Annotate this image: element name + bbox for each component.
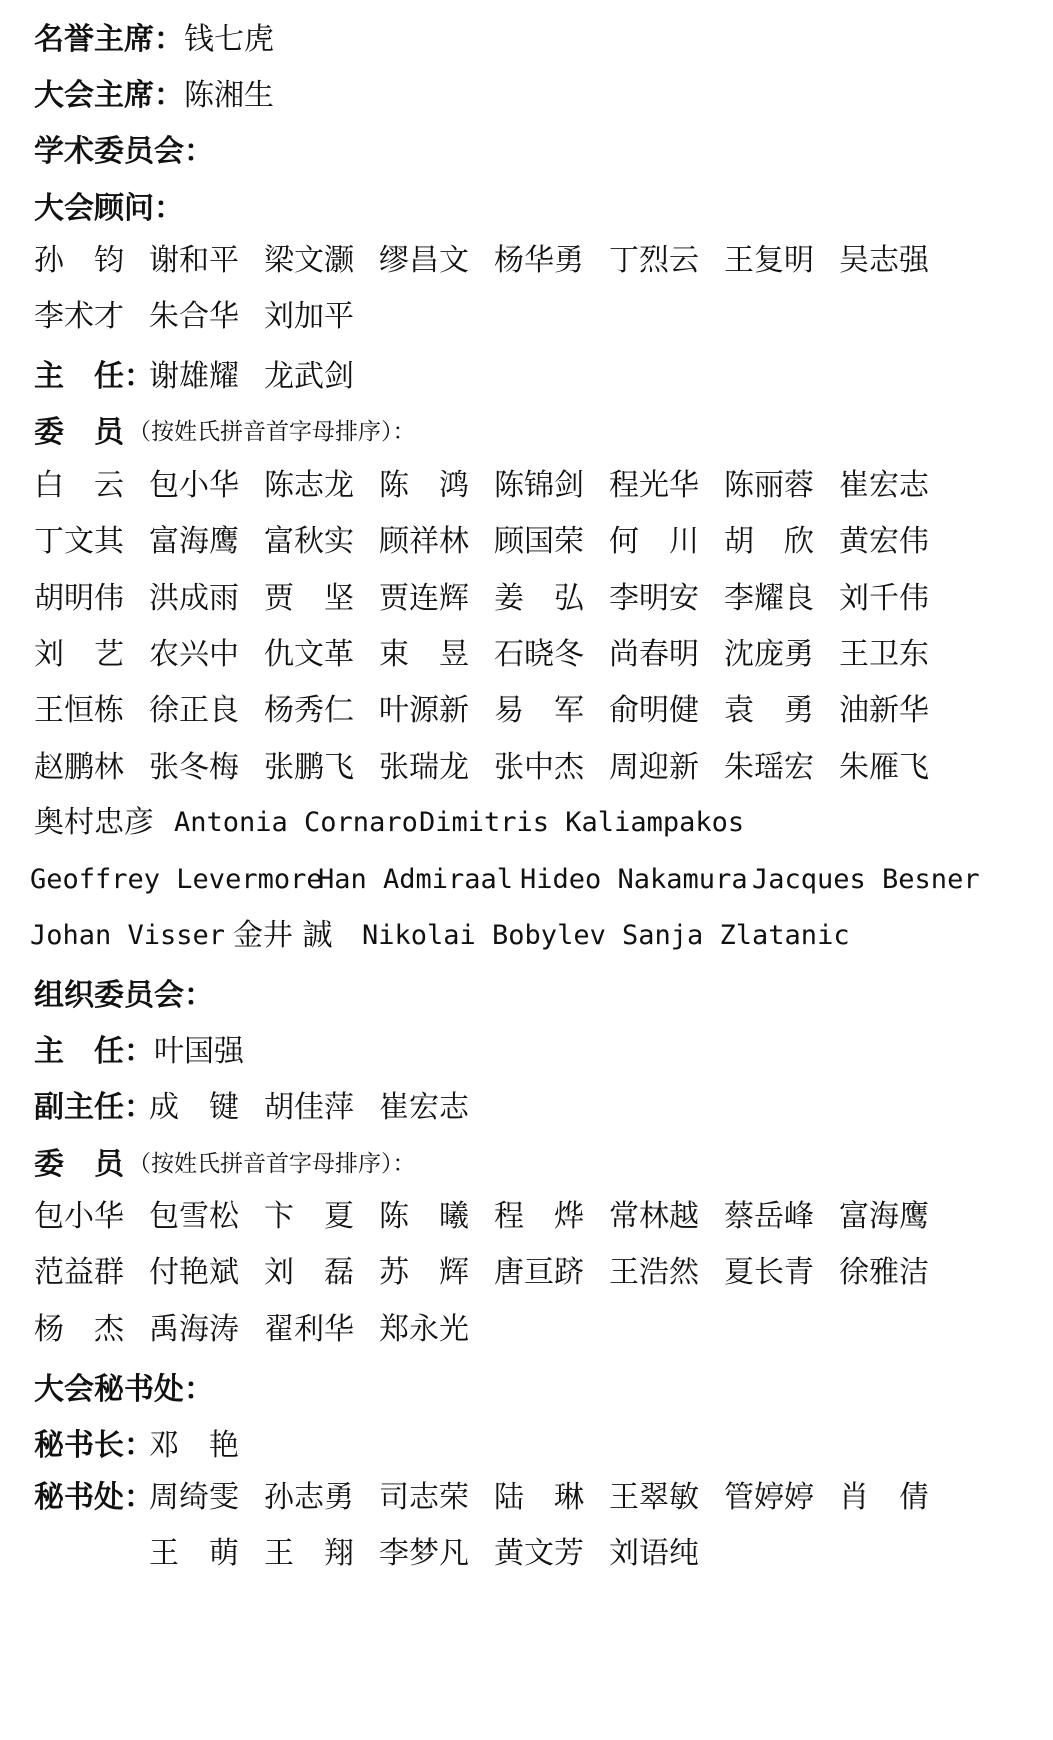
honorary-chair-line xyxy=(34,12,274,60)
academic-member-name: 易 军 xyxy=(494,693,584,729)
secretariat-office-name: 黄文芳 xyxy=(494,1536,584,1571)
academic-member-name: 张冬梅 xyxy=(149,749,239,785)
secretariat-office-label: 秘书处： xyxy=(34,1480,154,1515)
secretariat-office-name: 周绮雯 xyxy=(149,1480,239,1515)
organizing-member-name: 包小华 xyxy=(34,1199,124,1234)
academic-member-name: 包小华 xyxy=(149,468,239,503)
advisor-name: 吴志强 xyxy=(839,243,929,278)
organizing-member-name: 常林越 xyxy=(609,1199,699,1234)
academic-member-name: 刘 艺 xyxy=(34,636,124,672)
advisor-name: 孙 钧 xyxy=(34,243,124,278)
secretary-general-name: 邓 艳 xyxy=(149,1428,239,1463)
intl-member-name: Nikolai Bobylev xyxy=(362,920,606,951)
academic-member-name: 袁 勇 xyxy=(724,693,814,729)
intl-member-name: 金井 誠 xyxy=(233,918,333,953)
secretariat-office-name: 陆 琳 xyxy=(494,1480,584,1515)
academic-member-name: 赵鹏林 xyxy=(34,749,124,785)
academic-member-name: 叶源新 xyxy=(379,693,469,729)
advisor-name: 缪昌文 xyxy=(379,243,469,278)
advisor-name: 谢和平 xyxy=(149,243,239,278)
secretariat-office-name: 李梦凡 xyxy=(379,1536,469,1571)
advisor-name: 朱合华 xyxy=(149,299,239,334)
academic-member-name: 胡明伟 xyxy=(34,580,124,616)
organizing-member-name: 范益群 xyxy=(34,1255,124,1291)
academic-member-name: 富海鹰 xyxy=(149,524,239,560)
academic-member-name: 何 川 xyxy=(609,524,699,560)
organizing-member-name: 付艳斌 xyxy=(149,1255,239,1291)
organizing-member-name: 苏 辉 xyxy=(379,1255,469,1291)
academic-member-name: 崔宏志 xyxy=(839,468,929,503)
academic-member-name: 朱瑶宏 xyxy=(724,749,814,785)
organizing-member-name: 夏长青 xyxy=(724,1255,814,1291)
secretariat-office-name: 管婷婷 xyxy=(724,1480,814,1515)
conference-chair-name: 陈湘生 xyxy=(184,78,274,113)
academic-member-name: 俞明健 xyxy=(609,693,699,729)
organizing-members-heading xyxy=(34,1137,416,1185)
organizing-director-name: 叶国强 xyxy=(154,1034,244,1069)
organizing-member-name: 杨 杰 xyxy=(34,1311,124,1347)
organizing-deputy-name: 成 键 xyxy=(149,1090,239,1125)
academic-member-name: 王恒栋 xyxy=(34,693,124,729)
intl-member-name: Antonia Cornaro xyxy=(174,807,418,838)
organizing-committee-heading: 组织委员会： xyxy=(34,978,214,1013)
academic-member-name: 刘千伟 xyxy=(839,580,929,616)
academic-members-note: （按姓氏拼音首字母排序）： xyxy=(128,418,416,445)
secretariat-heading: 大会秘书处： xyxy=(34,1372,214,1407)
organizing-member-name: 郑永光 xyxy=(379,1311,469,1347)
academic-member-name: 油新华 xyxy=(839,693,929,729)
advisor-name: 刘加平 xyxy=(264,299,354,334)
organizing-member-name: 程 烨 xyxy=(494,1199,584,1234)
secretariat-office-name: 王翠敏 xyxy=(609,1480,699,1515)
academic-member-name: 农兴中 xyxy=(149,636,239,672)
academic-member-name: 顾国荣 xyxy=(494,524,584,560)
advisor-name: 梁文灏 xyxy=(264,243,354,278)
academic-member-name: 李耀良 xyxy=(724,580,814,616)
secretariat-office-name: 王 翔 xyxy=(264,1536,354,1571)
academic-member-name: 贾 坚 xyxy=(264,580,354,616)
academic-member-name: 王卫东 xyxy=(839,636,929,672)
academic-member-name: 尚春明 xyxy=(609,636,699,672)
academic-member-name: 朱雁飞 xyxy=(839,749,929,785)
secretary-general-label: 秘书长： xyxy=(34,1428,154,1463)
organizing-deputy-name: 崔宏志 xyxy=(379,1090,469,1125)
organizing-member-name: 蔡岳峰 xyxy=(724,1199,814,1234)
academic-member-name: 李明安 xyxy=(609,580,699,616)
secretariat-office-name: 王 萌 xyxy=(149,1536,239,1571)
advisor-name: 王复明 xyxy=(724,243,814,278)
organizing-member-name: 唐亘跻 xyxy=(494,1255,584,1291)
academic-member-name: 束 昱 xyxy=(379,636,469,672)
academic-member-name: 陈丽蓉 xyxy=(724,468,814,503)
academic-member-name: 沈庞勇 xyxy=(724,636,814,672)
academic-member-name: 张瑞龙 xyxy=(379,749,469,785)
academic-member-name: 张中杰 xyxy=(494,749,584,785)
academic-member-name: 白 云 xyxy=(34,468,124,503)
academic-director-line xyxy=(34,349,354,397)
academic-member-name: 徐正良 xyxy=(149,693,239,729)
organizing-members-note: （按姓氏拼音首字母排序）： xyxy=(128,1150,416,1177)
organizing-deputy-name: 胡佳萍 xyxy=(264,1090,354,1125)
advisors-heading: 大会顾问： xyxy=(34,191,184,226)
academic-director-label: 主 任： xyxy=(34,359,154,394)
secretariat-office-name: 孙志勇 xyxy=(264,1480,354,1515)
organizing-director-label: 主 任： xyxy=(34,1034,154,1069)
academic-member-name: 富秋实 xyxy=(264,524,354,560)
academic-member-name: 陈 鸿 xyxy=(379,468,469,503)
secretariat-office-name: 肖 倩 xyxy=(839,1480,929,1515)
organizing-member-name: 富海鹰 xyxy=(839,1199,929,1234)
organizing-member-name: 翟利华 xyxy=(264,1311,354,1347)
academic-member-name: 杨秀仁 xyxy=(264,693,354,729)
academic-committee-heading: 学术委员会： xyxy=(34,134,214,169)
secretariat-office-name: 司志荣 xyxy=(379,1480,469,1515)
academic-member-name: 陈锦剑 xyxy=(494,468,584,503)
academic-member-name: 石晓冬 xyxy=(494,636,584,672)
intl-member-name: Johan Visser xyxy=(30,920,226,951)
honorary-chair-name: 钱七虎 xyxy=(184,22,274,57)
academic-member-name: 陈志龙 xyxy=(264,468,354,503)
organizing-director-line xyxy=(34,1024,244,1072)
intl-member-name: Han Admiraal xyxy=(318,864,514,895)
conference-chair-line xyxy=(34,68,274,116)
secretariat-office-name: 刘语纯 xyxy=(609,1536,699,1571)
intl-member-name: Geoffrey Levermore xyxy=(30,864,323,895)
academic-members-label: 委 员 xyxy=(34,415,124,450)
academic-members-heading xyxy=(34,405,416,453)
organizing-member-name: 陈 曦 xyxy=(379,1199,469,1234)
academic-member-name: 姜 弘 xyxy=(494,580,584,616)
academic-member-name: 黄宏伟 xyxy=(839,524,929,560)
academic-member-name: 贾连辉 xyxy=(379,580,469,616)
academic-member-name: 仇文革 xyxy=(264,636,354,672)
academic-member-name: 张鹏飞 xyxy=(264,749,354,785)
organizing-member-name: 刘 磊 xyxy=(264,1255,354,1291)
conference-chair-label: 大会主席： xyxy=(34,78,184,113)
academic-member-name: 周迎新 xyxy=(609,749,699,785)
organizing-deputy-label: 副主任： xyxy=(34,1090,154,1125)
secretary-general-line xyxy=(34,1418,239,1466)
academic-member-name: 顾祥林 xyxy=(379,524,469,560)
organizing-member-name: 徐雅洁 xyxy=(839,1255,929,1291)
advisor-name: 丁烈云 xyxy=(609,243,699,278)
intl-member-name: 奥村忠彦 xyxy=(34,805,154,840)
intl-member-name: Dimitris Kaliampakos xyxy=(419,807,745,838)
organizing-member-name: 包雪松 xyxy=(149,1199,239,1234)
academic-director-name: 龙武剑 xyxy=(264,359,354,394)
organizing-deputy-line xyxy=(34,1080,469,1128)
advisor-name: 李术才 xyxy=(34,299,124,334)
advisor-name: 杨华勇 xyxy=(494,243,584,278)
academic-member-name: 程光华 xyxy=(609,468,699,503)
academic-director-name: 谢雄耀 xyxy=(149,359,239,394)
intl-member-name: Hideo Nakamura xyxy=(520,864,748,895)
organizing-members-label: 委 员 xyxy=(34,1147,124,1182)
organizing-member-name: 卞 夏 xyxy=(264,1199,354,1234)
academic-member-name: 胡 欣 xyxy=(724,524,814,560)
organizing-member-name: 王浩然 xyxy=(609,1255,699,1291)
organizing-member-name: 禹海涛 xyxy=(149,1311,239,1347)
honorary-chair-label: 名誉主席： xyxy=(34,22,184,57)
academic-member-name: 丁文其 xyxy=(34,524,124,560)
academic-member-name: 洪成雨 xyxy=(149,580,239,616)
intl-member-name: Jacques Besner xyxy=(752,864,980,895)
intl-member-name: Sanja Zlatanic xyxy=(622,920,850,951)
